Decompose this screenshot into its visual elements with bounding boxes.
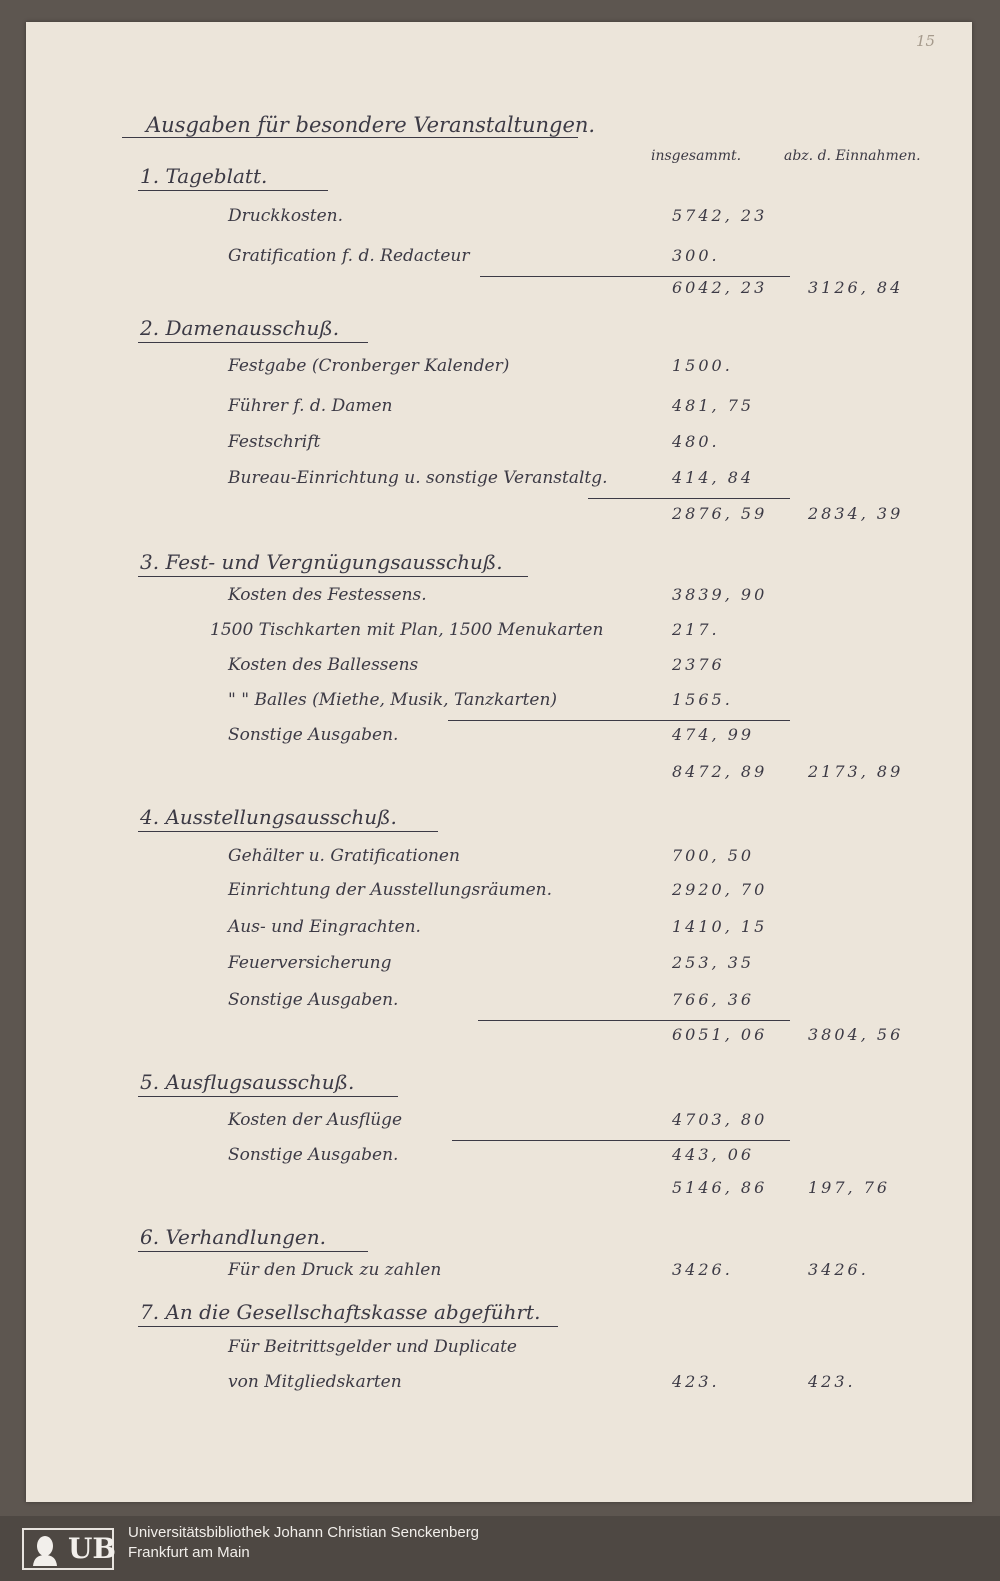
amount-total: 8472, 89 bbox=[672, 762, 768, 781]
line-item-label: Sonstige Ausgaben. bbox=[228, 990, 399, 1010]
amount-net: 3426. bbox=[808, 1260, 869, 1279]
section-underline bbox=[138, 1326, 558, 1327]
amount-net: 3804, 56 bbox=[808, 1025, 904, 1044]
sum-rule bbox=[588, 498, 790, 499]
library-location: Frankfurt am Main bbox=[128, 1544, 250, 1561]
section-underline bbox=[138, 576, 528, 577]
amount-net: 3126, 84 bbox=[808, 278, 904, 297]
line-item-label: Kosten der Ausflüge bbox=[228, 1110, 403, 1130]
amount-total: 5742, 23 bbox=[672, 206, 768, 225]
section-underline bbox=[138, 190, 328, 191]
column-header-total: insgesammt. bbox=[651, 148, 742, 164]
amount-total: 3839, 90 bbox=[672, 585, 768, 604]
amount-total: 3426. bbox=[672, 1260, 733, 1279]
amount-total: 480. bbox=[672, 432, 720, 451]
senckenberg-portrait-icon bbox=[30, 1534, 60, 1566]
amount-total: 6051, 06 bbox=[672, 1025, 768, 1044]
line-item-label: Einrichtung der Ausstellungsräumen. bbox=[228, 880, 553, 900]
sum-rule bbox=[448, 720, 790, 721]
amount-total: 1500. bbox=[672, 356, 733, 375]
line-item-label: Bureau-Einrichtung u. sonstige Veranstaltg. bbox=[228, 468, 608, 488]
section-heading: 2. Damenausschuß. bbox=[140, 316, 340, 340]
amount-total: 1565. bbox=[672, 690, 733, 709]
line-item-label: Kosten des Ballessens bbox=[228, 655, 419, 675]
manuscript-page bbox=[26, 22, 972, 1502]
amount-total: 481, 75 bbox=[672, 396, 755, 415]
title-underline bbox=[122, 137, 578, 138]
amount-total: 300. bbox=[672, 246, 720, 265]
line-item-label: Für den Druck zu zahlen bbox=[228, 1260, 442, 1280]
amount-total: 443, 06 bbox=[672, 1145, 755, 1164]
amount-net: 2173, 89 bbox=[808, 762, 904, 781]
amount-total: 2920, 70 bbox=[672, 880, 768, 899]
amount-total: 4703, 80 bbox=[672, 1110, 768, 1129]
library-name: Universitätsbibliothek Johann Christian Senckenberg bbox=[128, 1524, 480, 1541]
amount-total: 217. bbox=[672, 620, 720, 639]
line-item-label: " " Balles (Miethe, Musik, Tanzkarten) bbox=[228, 690, 558, 710]
section-underline bbox=[138, 1251, 368, 1252]
section-heading: 1. Tageblatt. bbox=[140, 164, 268, 188]
line-item-label: Kosten des Festessens. bbox=[228, 585, 427, 605]
section-underline bbox=[138, 1096, 398, 1097]
logo-text: UB bbox=[68, 1532, 117, 1565]
line-item-label: Festschrift bbox=[228, 432, 321, 452]
amount-total: 1410, 15 bbox=[672, 917, 768, 936]
amount-net: 2834, 39 bbox=[808, 504, 904, 523]
amount-total: 414, 84 bbox=[672, 468, 755, 487]
line-item-label: Gehälter u. Gratificationen bbox=[228, 846, 460, 866]
line-item-label: Für Beitrittsgelder und Duplicate bbox=[228, 1337, 517, 1357]
line-item-label: Sonstige Ausgaben. bbox=[228, 1145, 399, 1165]
line-item-label: Festgabe (Cronberger Kalender) bbox=[228, 356, 510, 376]
line-item-label: Führer f. d. Damen bbox=[228, 396, 393, 416]
line-item-label: Feuerversicherung bbox=[228, 953, 392, 973]
amount-total: 423. bbox=[672, 1372, 720, 1391]
section-heading: 7. An die Gesellschaftskasse abgeführt. bbox=[140, 1300, 541, 1324]
line-item-label: Sonstige Ausgaben. bbox=[228, 725, 399, 745]
page-number: 15 bbox=[916, 32, 936, 50]
amount-total: 766, 36 bbox=[672, 990, 755, 1009]
line-item-label: 1500 Tischkarten mit Plan, 1500 Menukarten bbox=[210, 620, 604, 640]
line-item-label: Gratification f. d. Redacteur bbox=[228, 246, 470, 266]
column-header-net: abz. d. Einnahmen. bbox=[784, 148, 921, 164]
library-footer bbox=[0, 1516, 1000, 1581]
amount-total: 6042, 23 bbox=[672, 278, 768, 297]
sum-rule bbox=[478, 1020, 790, 1021]
sum-rule bbox=[452, 1140, 790, 1141]
line-item-label: Druckkosten. bbox=[228, 206, 344, 226]
section-underline bbox=[138, 342, 368, 343]
amount-total: 5146, 86 bbox=[672, 1178, 768, 1197]
amount-total: 474, 99 bbox=[672, 725, 755, 744]
amount-total: 700, 50 bbox=[672, 846, 755, 865]
amount-net: 423. bbox=[808, 1372, 856, 1391]
library-logo bbox=[22, 1528, 117, 1570]
section-heading: 6. Verhandlungen. bbox=[140, 1225, 326, 1249]
sum-rule bbox=[480, 276, 790, 277]
document-title: Ausgaben für besondere Veranstaltungen. bbox=[146, 113, 596, 137]
amount-total: 253, 35 bbox=[672, 953, 755, 972]
amount-total: 2376 bbox=[672, 655, 725, 674]
section-heading: 3. Fest- und Vergnügungsausschuß. bbox=[140, 550, 503, 574]
section-underline bbox=[138, 831, 438, 832]
amount-total: 2876, 59 bbox=[672, 504, 768, 523]
amount-net: 197, 76 bbox=[808, 1178, 891, 1197]
line-item-label: von Mitgliedskarten bbox=[228, 1372, 402, 1392]
line-item-label: Aus- und Eingrachten. bbox=[228, 917, 421, 937]
section-heading: 5. Ausflugsausschuß. bbox=[140, 1070, 355, 1094]
section-heading: 4. Ausstellungsausschuß. bbox=[140, 805, 397, 829]
